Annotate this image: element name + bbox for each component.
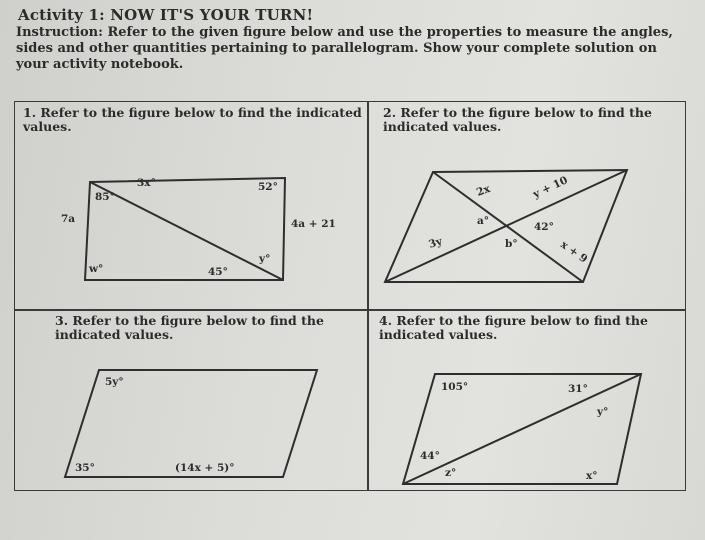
label-3b: 35° <box>75 462 95 474</box>
label-2f: b° <box>505 238 518 250</box>
problem-4-number: 4. <box>379 313 393 328</box>
label-1c: 52° <box>258 181 278 193</box>
label-4e: z° <box>445 467 457 479</box>
label-2a: 2x <box>474 182 492 199</box>
problem-4-text: Refer to the figure below to find the indicated values. <box>379 313 648 342</box>
problem-3-text: Refer to the figure below to find the indicated values. <box>55 313 324 342</box>
label-4b: 31° <box>568 383 588 395</box>
label-3a: 5y° <box>105 376 124 388</box>
label-2g: x + 9 <box>558 238 590 266</box>
label-1a: 3x° <box>137 177 156 189</box>
label-1f: w° <box>89 263 104 275</box>
label-3c: (14x + 5)° <box>175 462 235 474</box>
label-1h: y° <box>259 253 271 265</box>
label-1d: 7a <box>61 213 76 225</box>
label-1g: 45° <box>208 266 228 278</box>
label-1e: 4a + 21 <box>291 218 336 230</box>
label-2e: 3y <box>427 235 444 251</box>
problem-3-number: 3. <box>55 313 69 328</box>
problem-2-text: Refer to the figure below to find the indicated values. <box>383 105 652 134</box>
problem-grid <box>14 101 686 491</box>
problem-1-number: 1. <box>23 105 37 120</box>
label-4c: y° <box>597 406 609 418</box>
problem-2-number: 2. <box>383 105 397 120</box>
instruction-text: Instruction: Refer to the given figure below and use the properties to measure the angles, sides and other quantities pertaining to parallelogram. Show your complete solution on your activity notebook. <box>16 25 673 72</box>
label-2d: 42° <box>534 221 554 233</box>
label-4f: x° <box>586 470 598 482</box>
problem-4-figure <box>15 102 687 492</box>
diagonal-4 <box>403 374 641 484</box>
label-4a: 105° <box>441 381 469 393</box>
label-2c: a° <box>477 215 490 227</box>
problem-1-text: Refer to the figure below to find the indicated values. <box>23 105 362 134</box>
activity-title: Activity 1: NOW IT'S YOUR TURN! <box>18 6 314 24</box>
label-4d: 44° <box>420 450 440 462</box>
label-2b: y + 10 <box>531 174 570 201</box>
label-1b: 85° <box>95 191 115 203</box>
